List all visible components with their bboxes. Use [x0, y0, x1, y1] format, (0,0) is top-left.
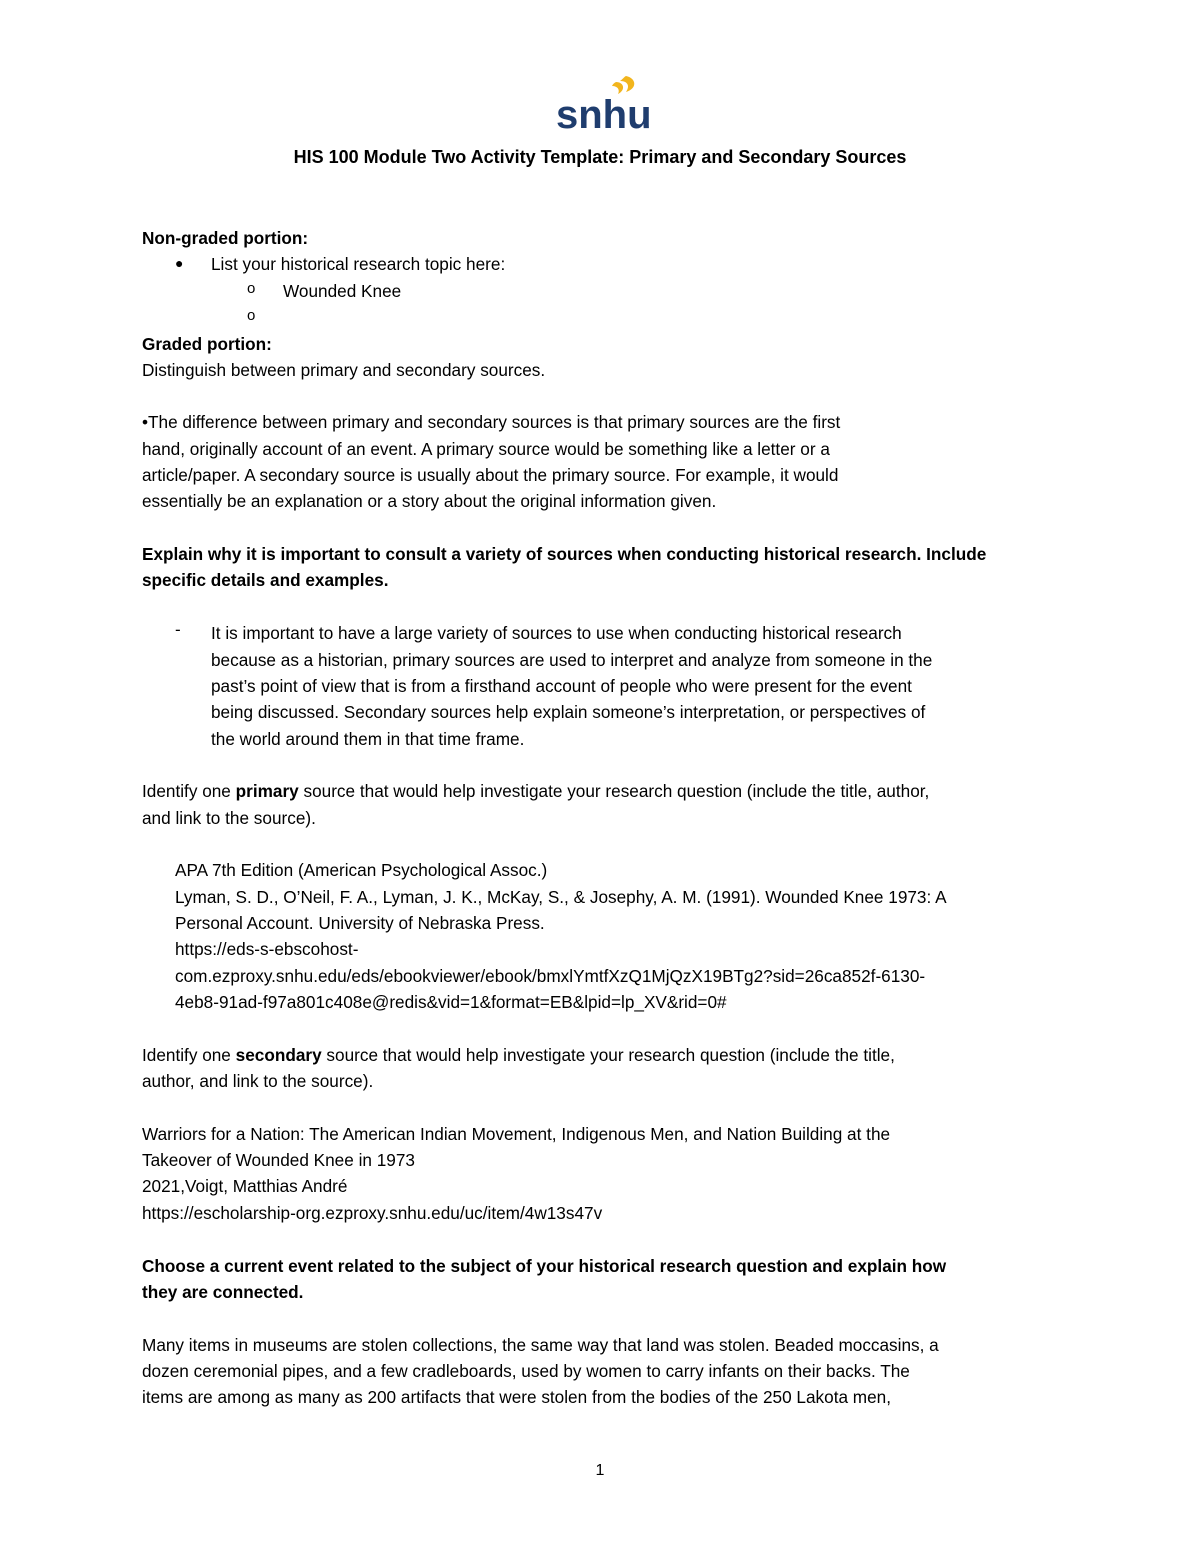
non-graded-heading: Non-graded portion: [142, 228, 309, 248]
question-text: source that would help investigate your research question (include the title, [321, 1045, 895, 1065]
answer-line: essentially be an explanation or a story about the original information given. [142, 491, 717, 511]
graded-prompt: Distinguish between primary and secondary sources. [142, 360, 546, 380]
page-number: 1 [595, 1462, 605, 1479]
answer-line: because as a historian, primary sources are used to interpret and analyze from someone in the [211, 650, 933, 670]
sub-bullet-icon: o [247, 280, 256, 297]
answer-line: Many items in museums are stolen collections, the same way that land was stolen. Beaded moccasins, a [142, 1335, 939, 1355]
citation-link[interactable]: https://escholarship-org.ezproxy.snhu.edu/uc/item/4w13s47v [142, 1203, 603, 1223]
question-text: Identify one [142, 781, 236, 801]
snhu-logo [556, 74, 652, 137]
question-line: Explain why it is important to consult a variety of sources when conducting historical research. Include [142, 544, 987, 564]
question-line: specific details and examples. [142, 570, 389, 590]
answer-line: being discussed. Secondary sources help explain someone’s interpretation, or perspectives of [211, 702, 926, 722]
citation-line: Lyman, S. D., O’Neil, F. A., Lyman, J. K., McKay, S., & Josephy, A. M. (1991). Wounded Knee 1973: A [175, 887, 947, 907]
answer-line: the world around them in that time frame. [211, 729, 525, 749]
citation-link[interactable]: https://eds-s-ebscohost- [175, 939, 359, 959]
question-emphasis: primary [235, 781, 299, 801]
answer-line: past’s point of view that is from a firsthand account of people who were present for the event [211, 676, 912, 696]
answer-line: It is important to have a large variety of sources to use when conducting historical research [211, 623, 902, 643]
logo-text: snhu [556, 93, 652, 137]
citation-line: Personal Account. University of Nebraska Press. [175, 913, 545, 933]
bullet-icon: ● [175, 255, 184, 271]
citation-line: Takeover of Wounded Knee in 1973 [142, 1150, 415, 1170]
primary-question [142, 778, 929, 804]
question-line: and link to the source). [142, 808, 316, 828]
dash-bullet: - [175, 620, 181, 639]
sub-bullet-icon: o [247, 307, 256, 324]
question-text: source that would help investigate your research question (include the title, author, [298, 781, 930, 801]
secondary-question [142, 1042, 895, 1068]
topic-prompt: List your historical research topic here: [211, 254, 506, 274]
citation-link[interactable]: 4eb8-91ad-f97a801c408e@redis&vid=1&format=EB&lpid=lp_XV&rid=0# [175, 992, 727, 1012]
question-emphasis: secondary [235, 1045, 322, 1065]
answer-line: dozen ceremonial pipes, and a few cradleboards, used by women to carry infants on their backs. The [142, 1361, 910, 1381]
question-line: they are connected. [142, 1282, 304, 1302]
document-title: HIS 100 Module Two Activity Template: Primary and Secondary Sources [293, 147, 907, 167]
answer-line: •The difference between primary and secondary sources is that primary sources are the first [142, 412, 841, 432]
answer-line: article/paper. A secondary source is usually about the primary source. For example, it would [142, 465, 839, 485]
citation-line: 2021,Voigt, Matthias André [142, 1176, 348, 1196]
question-line: Choose a current event related to the subject of your historical research question and explain how [142, 1256, 947, 1276]
question-line: author, and link to the source). [142, 1071, 374, 1091]
citation-link[interactable]: com.ezproxy.snhu.edu/eds/ebookviewer/ebook/bmxlYmtfXzQ1MjQzX19BTg2?sid=26ca852f-6130- [175, 966, 926, 986]
answer-line: items are among as many as 200 artifacts that were stolen from the bodies of the 250 Lakota men, [142, 1387, 892, 1407]
citation-line: Warriors for a Nation: The American Indian Movement, Indigenous Men, and Nation Building at the [142, 1124, 891, 1144]
question-text: Identify one [142, 1045, 236, 1065]
topic-item: Wounded Knee [283, 281, 402, 301]
answer-line: hand, originally account of an event. A primary source would be something like a letter or a [142, 439, 830, 459]
citation-line: APA 7th Edition (American Psychological Assoc.) [175, 860, 548, 880]
snhu-logo-mark [556, 74, 652, 137]
graded-heading: Graded portion: [142, 334, 272, 354]
